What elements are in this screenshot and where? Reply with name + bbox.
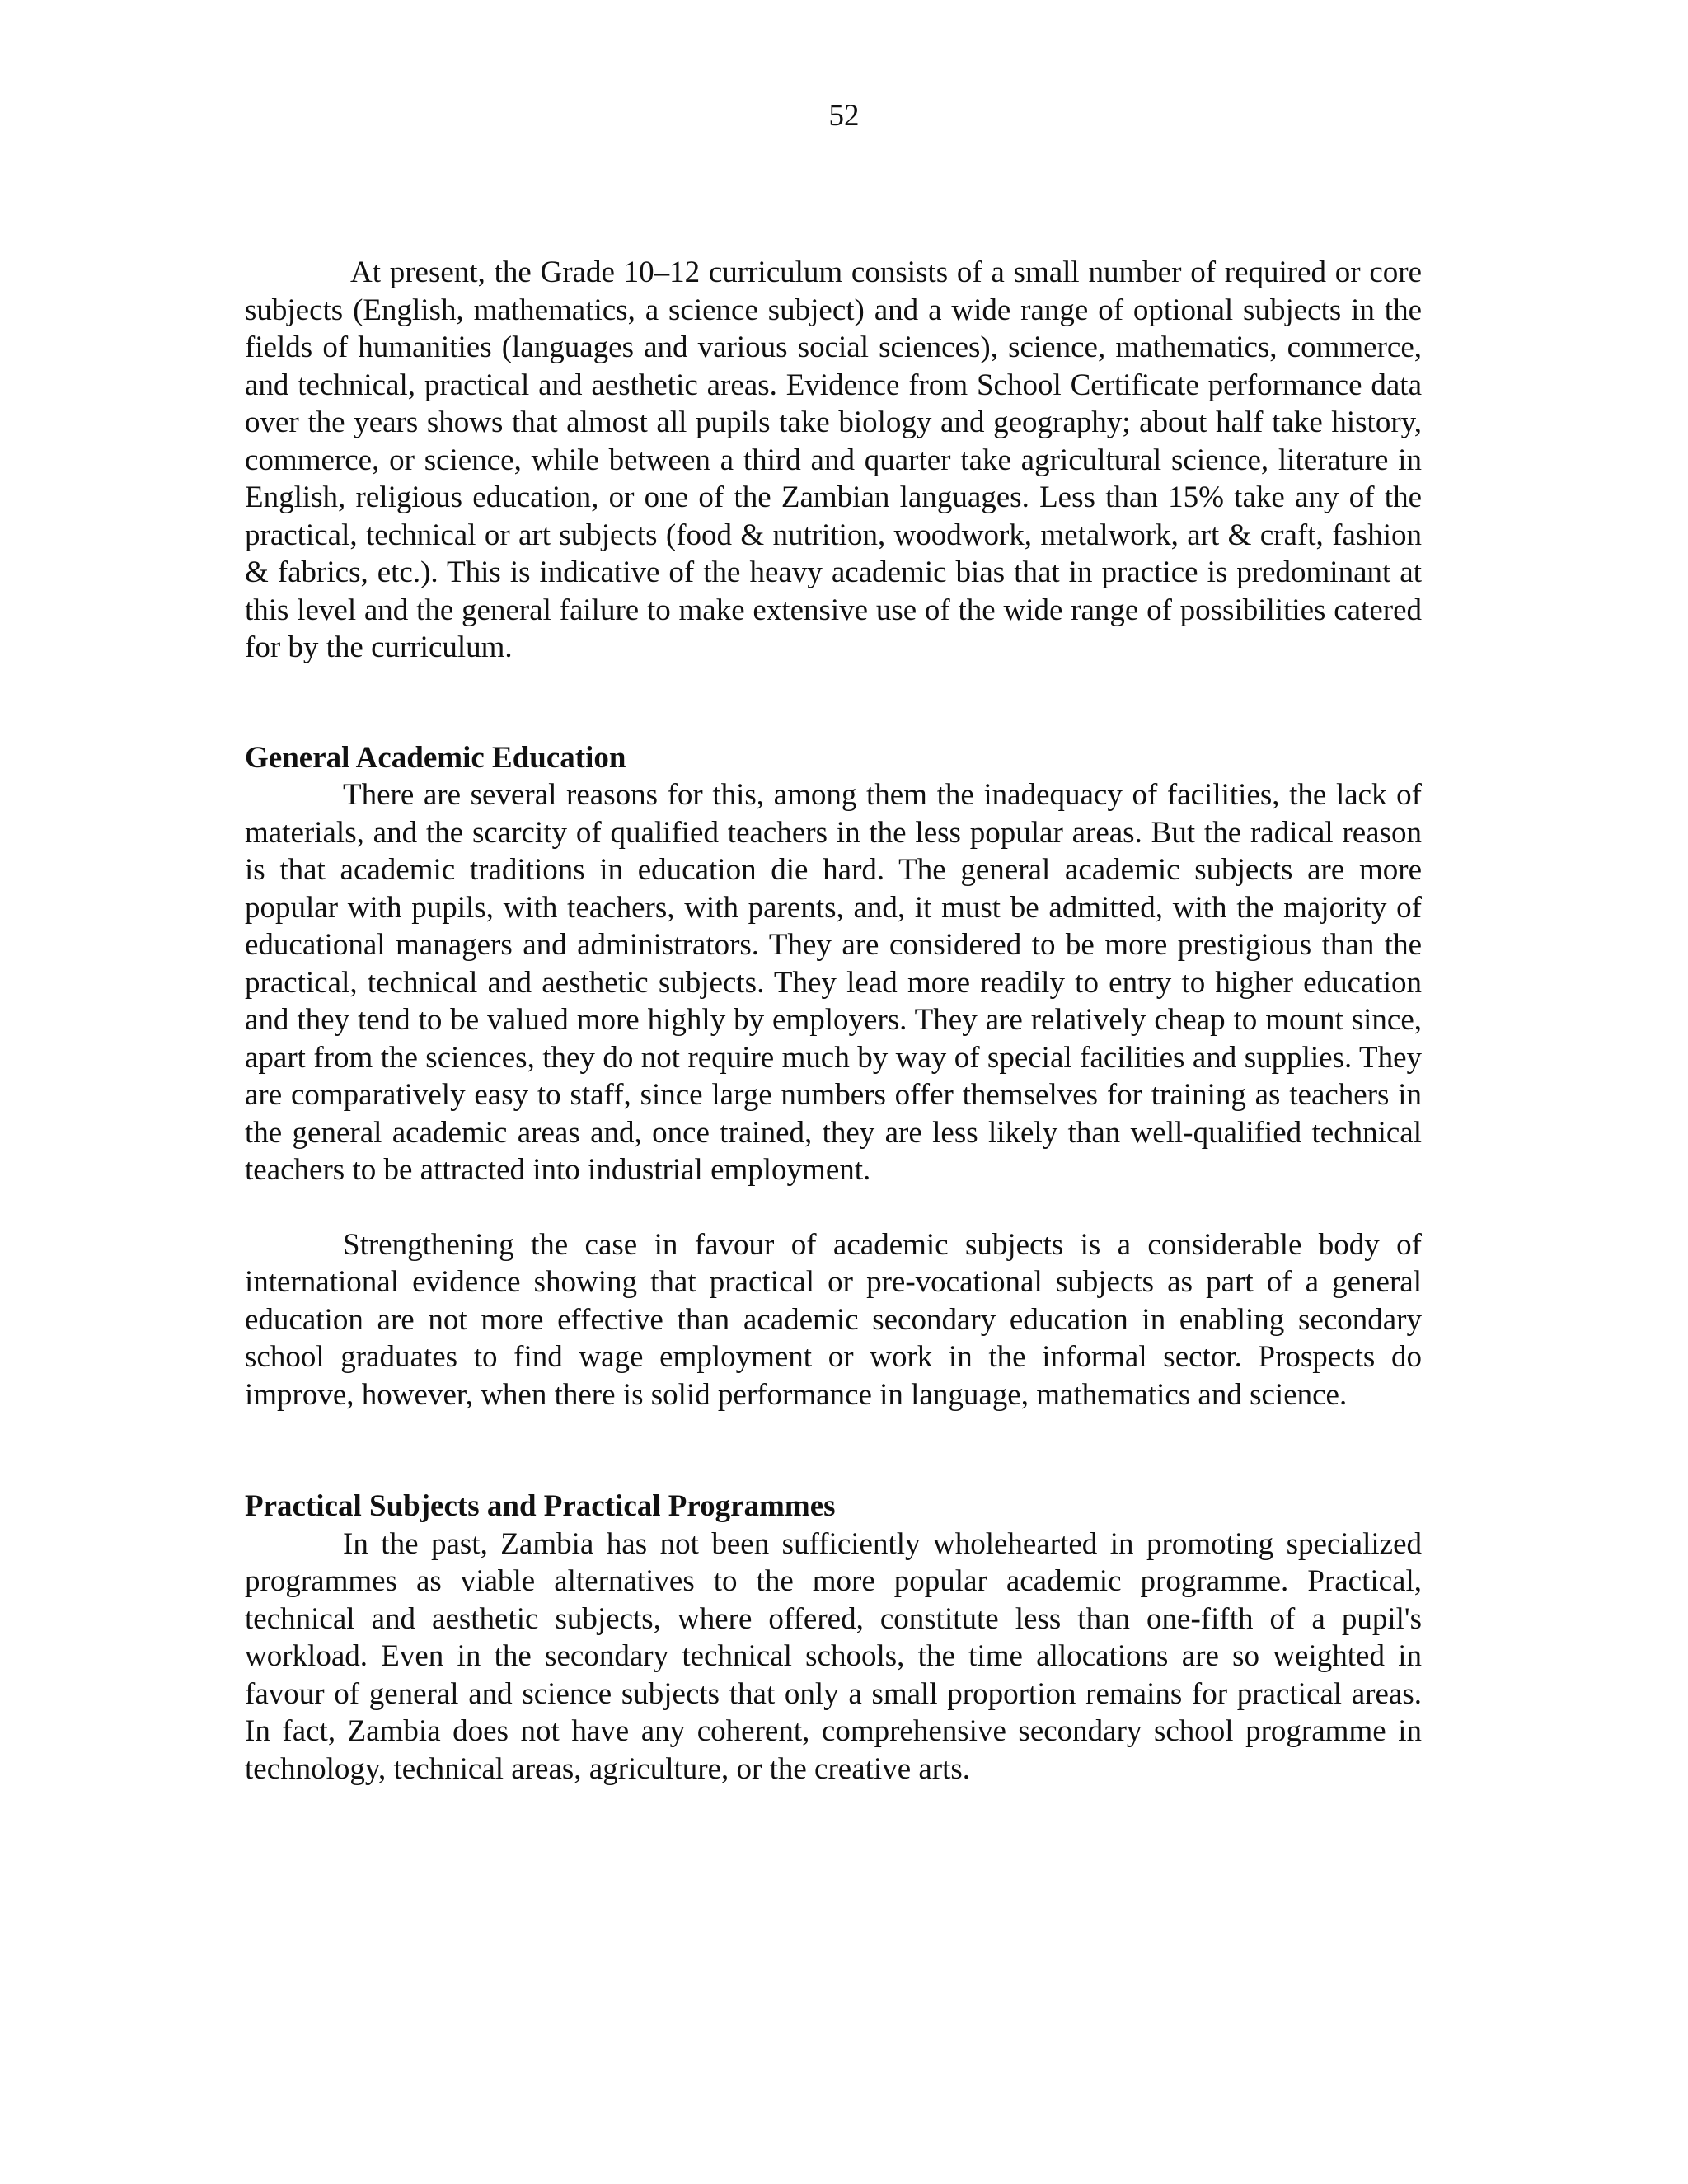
document-body	[245, 254, 1422, 1788]
section-heading-practical: Practical Subjects and Practical Programmes	[245, 1489, 836, 1523]
general-academic-paragraph-1: There are several reasons for this, among them the inadequacy of facilities, the lack of materials, and the scarcity of qualified teachers in the less popular areas. But the radical reason is that academic traditions in education die hard. The general academic subjects are more popular with pupils, with teachers, with parents, and, it must be admitted, with the majority of educational managers and administrators. They are considered to be more prestigious than the practical, technical and aesthetic subjects. They lead more readily to entry to higher education and they tend to be valued more highly by employers. They are relatively cheap to mount since, apart from the sciences, they do not require much by way of special facilities and supplies. They are comparatively easy to staff, since large numbers offer themselves for training as teachers in the general academic areas and, once trained, they are less likely than well-qualified technical teachers to be attracted into industrial employment.	[245, 778, 1422, 1187]
section-spacer	[245, 1413, 1422, 1488]
section-spacer	[245, 667, 1422, 739]
intro-paragraph: At present, the Grade 10–12 curriculum consists of a small number of required or core subjects (English, mathematics, a science subject) and a wide range of optional subjects in the fields of humanities (languages and various social sciences), science, mathematics, commerce, and technical, practical and aesthetic areas. Evidence from School Certificate performance data over the years shows that almost all pupils take biology and geography; about half take history, commerce, or science, while between a third and quarter take agricultural science, literature in English, religious education, or one of the Zambian languages. Less than 15% take any of the practical, technical or art subjects (food & nutrition, woodwork, metalwork, art & craft, fashion & fabrics, etc.). This is indicative of the heavy academic bias that in practice is predominant at this level and the general failure to make extensive use of the wide range of possibilities catered for by the curriculum.	[245, 255, 1422, 664]
page-number: 52	[828, 99, 860, 133]
practical-paragraph: In the past, Zambia has not been sufficiently wholehearted in promoting specialized programmes as viable alternatives to the more popular academic programme. Practical, technical and aesthetic subjects, where offered, constitute less than one-fifth of a pupil's workload. Even in the secondary technical schools, the time allocations are so weighted in favour of general and science subjects that only a small proportion remains for practical areas. In fact, Zambia does not have any coherent, comprehensive secondary school programme in technology, technical areas, agriculture, or the creative arts.	[245, 1526, 1422, 1786]
general-academic-paragraph-2: Strengthening the case in favour of academic subjects is a considerable body of international evidence showing that practical or pre-vocational subjects as part of a general education are not more effective than academic secondary education in enabling secondary school graduates to find wage employment or work in the informal sector. Prospects do improve, however, when there is solid performance in language, mathematics and science.	[245, 1227, 1422, 1412]
paragraph-spacer	[245, 1189, 1422, 1226]
section-heading-general-academic: General Academic Education	[245, 740, 626, 775]
